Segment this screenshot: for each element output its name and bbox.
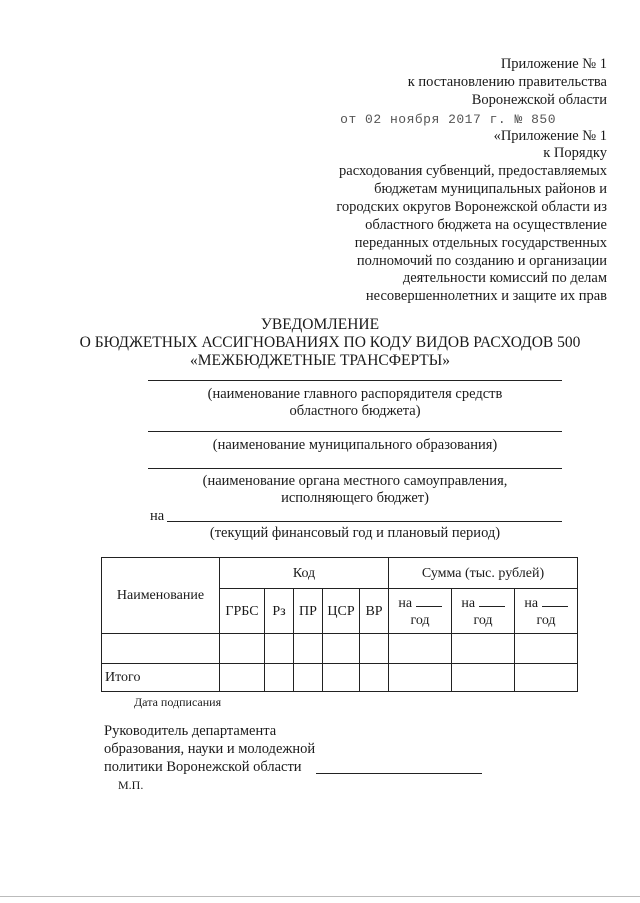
resolution-reference: к постановлению правительства bbox=[407, 74, 607, 90]
signature-title-3: политики Воронежской области bbox=[104, 759, 302, 775]
local-gov-caption-1: (наименование органа местного самоуправления, bbox=[202, 473, 508, 489]
table-cell[interactable] bbox=[294, 634, 323, 664]
order-line-3: городских округов Воронежской области из bbox=[336, 199, 607, 215]
document-subtitle-2: «МЕЖБЮДЖЕТНЫЕ ТРАНСФЕРТЫ» bbox=[189, 352, 451, 369]
table-cell[interactable] bbox=[360, 634, 389, 664]
main-manager-line[interactable] bbox=[148, 380, 562, 381]
municipality-line[interactable] bbox=[148, 431, 562, 432]
order-line-1: расходования субвенций, предоставляемых bbox=[339, 163, 607, 179]
order-line-7: деятельности комиссий по делам bbox=[402, 270, 607, 286]
date-number-stamp: от 02 ноября 2017 г. № 850 bbox=[340, 112, 556, 127]
table-cell[interactable] bbox=[265, 664, 294, 692]
local-gov-caption-2: исполняющего бюджет) bbox=[281, 490, 429, 506]
period-prefix: на bbox=[150, 508, 165, 524]
signature-line[interactable] bbox=[316, 773, 482, 774]
table-cell[interactable] bbox=[323, 664, 360, 692]
region-name: Воронежской области bbox=[471, 92, 607, 108]
col-year-1: на год bbox=[389, 589, 452, 634]
table-cell[interactable] bbox=[515, 664, 578, 692]
col-csr: ЦСР bbox=[323, 589, 360, 634]
order-line-4: областного бюджета на осуществление bbox=[365, 217, 607, 233]
appendix-quote: «Приложение № 1 bbox=[493, 128, 607, 144]
table-cell[interactable] bbox=[323, 634, 360, 664]
col-pr: ПР bbox=[294, 589, 323, 634]
table-cell[interactable] bbox=[102, 634, 220, 664]
order-line-2: бюджетам муниципальных районов и bbox=[374, 181, 607, 197]
table-cell[interactable] bbox=[265, 634, 294, 664]
local-gov-line[interactable] bbox=[148, 468, 562, 469]
code-header: Код bbox=[220, 558, 389, 589]
table-cell[interactable] bbox=[515, 634, 578, 664]
main-manager-caption-1: (наименование главного распорядителя средств bbox=[207, 386, 503, 402]
period-caption: (текущий финансовый год и плановый период) bbox=[209, 525, 501, 541]
col-vr: ВР bbox=[360, 589, 389, 634]
col-grbs: ГРБС bbox=[220, 589, 265, 634]
year-blank[interactable] bbox=[479, 594, 505, 607]
col-year-3: на год bbox=[515, 589, 578, 634]
signing-date-label: Дата подписания bbox=[134, 695, 222, 709]
seal-label: М.П. bbox=[118, 778, 144, 792]
document-title: УВЕДОМЛЕНИЕ bbox=[260, 316, 380, 333]
allocations-table bbox=[101, 557, 578, 692]
table-cell[interactable] bbox=[389, 664, 452, 692]
sum-header: Сумма (тыс. рублей) bbox=[389, 558, 578, 589]
table-cell[interactable] bbox=[389, 634, 452, 664]
table-cell[interactable] bbox=[452, 634, 515, 664]
document-subtitle: О БЮДЖЕТНЫХ АССИГНОВАНИЯХ ПО КОДУ ВИДОВ РАСХОДОВ 500 bbox=[79, 334, 581, 351]
to-order: к Порядку bbox=[543, 145, 607, 161]
year-blank[interactable] bbox=[416, 594, 442, 607]
col-rz: Рз bbox=[265, 589, 294, 634]
year-blank[interactable] bbox=[542, 594, 568, 607]
table-cell[interactable] bbox=[360, 664, 389, 692]
order-line-6: полномочий по созданию и организации bbox=[356, 253, 607, 269]
appendix-number: Приложение № 1 bbox=[500, 56, 607, 72]
page-edge bbox=[0, 896, 640, 897]
table-cell[interactable] bbox=[294, 664, 323, 692]
table-cell[interactable] bbox=[220, 664, 265, 692]
table-cell[interactable] bbox=[452, 664, 515, 692]
col-year-2: на год bbox=[452, 589, 515, 634]
order-line-8: несовершеннолетних и защите их прав bbox=[365, 288, 607, 304]
municipality-caption: (наименование муниципального образования) bbox=[212, 437, 498, 453]
period-line[interactable] bbox=[167, 521, 562, 522]
signature-title-1: Руководитель департамента bbox=[104, 723, 277, 739]
signature-title-2: образования, науки и молодежной bbox=[104, 741, 316, 757]
name-header: Наименование bbox=[102, 558, 220, 634]
order-line-5: переданных отдельных государственных bbox=[354, 235, 607, 251]
table-row bbox=[102, 634, 578, 664]
total-row bbox=[102, 664, 578, 692]
main-manager-caption-2: областного бюджета) bbox=[289, 403, 421, 419]
table-cell[interactable] bbox=[220, 634, 265, 664]
total-label: Итого bbox=[102, 664, 220, 692]
